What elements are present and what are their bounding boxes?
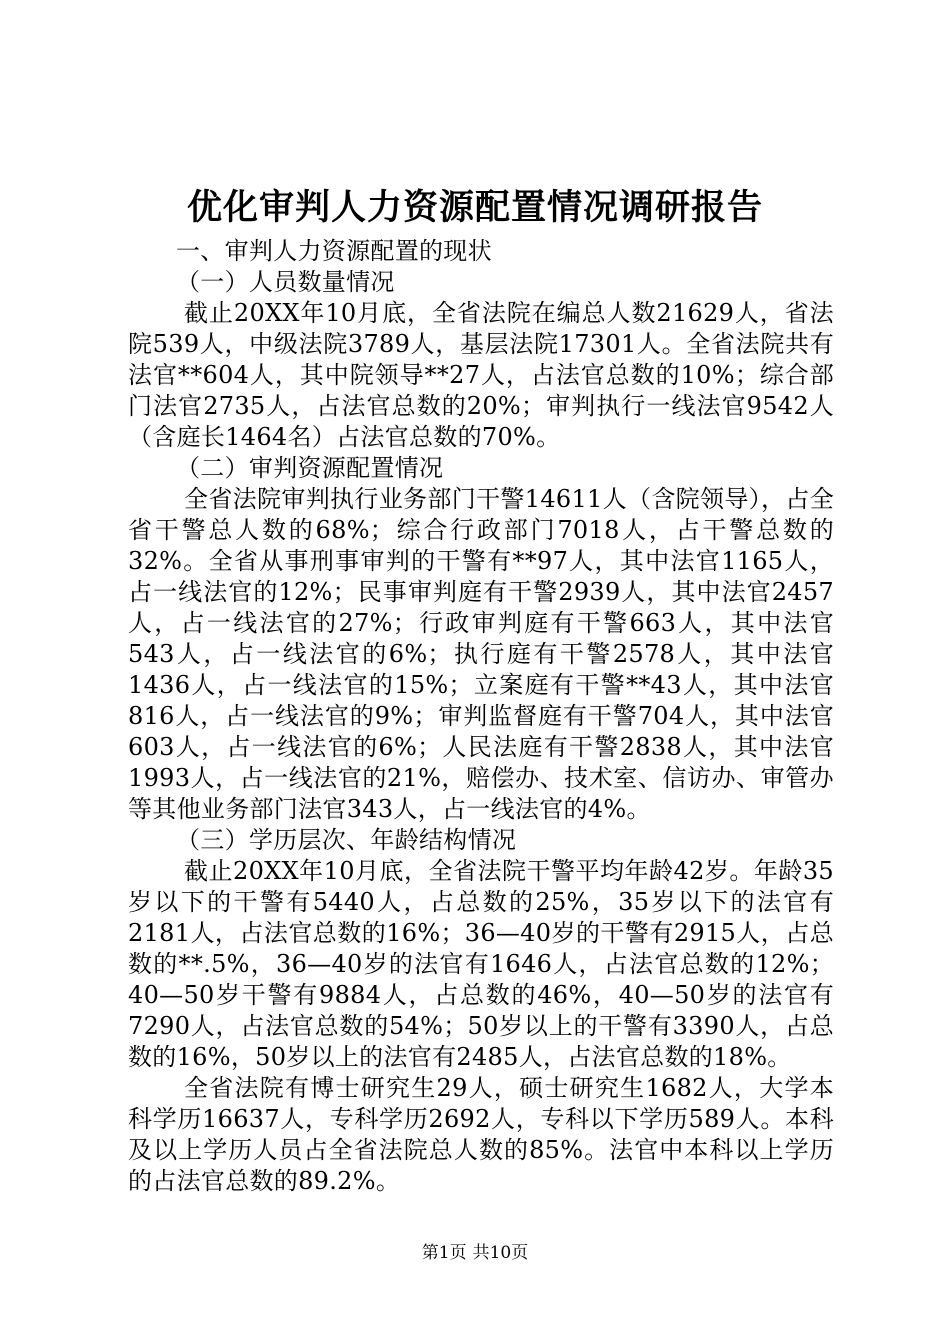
page-total: 共10页 [472,1243,529,1263]
section-heading: 一、审判人力资源配置的现状 [176,237,492,265]
paragraph-age-structure: 截止20XX年10月底，全省法院干警平均年龄42岁。年龄35岁以下的干警有5440人，占总数的25%，35岁以下的法官有2181人，占法官总数的16%；36—40岁的干警有2915人，占总数的**.5%，36—40岁的法官有1646人，占法官总数的12%；40—50岁干警有9884人，占总数的46%，40—50岁的法官有7290人，占法官总数的54%；50岁以上的干警有3390人，占总数的16%，50岁以上的法官有2485人，占法官总数的18%。 [128,857,834,1071]
document-body [128,236,834,1197]
paragraph-education: 全省法院有博士研究生29人，硕士研究生1682人，大学本科学历16637人，专科学历2692人，专科以下学历589人。本科及以上学历人员占全省法院总人数的85%。法官中本科以上学历的占法官总数的89.2%。 [128,1074,834,1195]
paragraph-resource-allocation: 全省法院审判执行业务部门干警14611人（含院领导），占全省干警总人数的68%；综合行政部门7018人，占干警总数的32%。全省从事刑事审判的干警有**97人，其中法官1165人，占一线法官的12%；民事审判庭有干警2939人，其中法官2457人，占一线法官的27%；行政审判庭有干警663人，其中法官543人，占一线法官的6%；执行庭有干警2578人，其中法官1436人，占一线法官的15%；立案庭有干警**43人，其中法官816人，占一线法官的9%；审判监督庭有干警704人，其中法官603人，占一线法官的6%；人民法庭有干警2838人，其中法官1993人，占一线法官的21%，赔偿办、技术室、信访办、审管办等其他业务部门法官343人，占一线法官的4%。 [128,485,834,823]
paragraph-staff-count: 截止20XX年10月底，全省法院在编总人数21629人，省法院539人，中级法院3789人，基层法院17301人。全省法院共有法官**604人，其中院领导**27人，占法官总数的10%；综合部门法官2735人，占法官总数的20%；审判执行一线法官9542人（含庭长1464名）占法官总数的70%。 [128,299,834,451]
subsection-heading-2: （二）审判资源配置情况 [176,454,444,482]
subsection-heading-3: （三）学历层次、年龄结构情况 [176,826,517,854]
page-number: 第1页 [421,1243,467,1263]
subsection-heading-1: （一）人员数量情况 [176,268,395,296]
page-footer [0,1242,950,1264]
document-title: 优化审判人力资源配置情况调研报告 [186,187,763,228]
